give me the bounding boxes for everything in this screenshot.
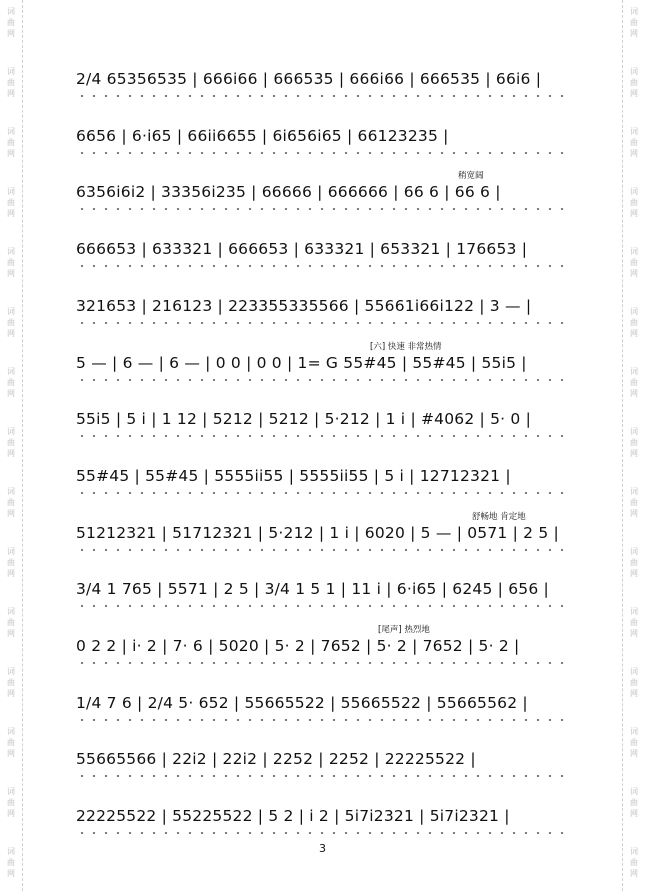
octave-dots: [76, 774, 570, 777]
watermark-mark: 词曲网: [630, 607, 638, 638]
page-number: 3: [319, 842, 326, 855]
octave-dots: [76, 604, 570, 607]
score-line: [76, 797, 570, 837]
notation-line: 55#45 | 55#45 | 5555ii55 | 5555ii55 | 5 i | 12712321 |: [76, 466, 511, 485]
expression-annotation: 舒畅地 肯定地: [472, 511, 526, 522]
watermark-mark: 词曲网: [7, 427, 15, 458]
watermark-mark: 词曲网: [7, 247, 15, 278]
watermark-mark: 词曲网: [7, 727, 15, 758]
watermark-mark: 词曲网: [7, 847, 15, 878]
watermark-mark: 词曲网: [630, 67, 638, 98]
octave-dots: [76, 151, 570, 154]
watermark-mark: 词曲网: [630, 667, 638, 698]
watermark-mark: 词曲网: [7, 547, 15, 578]
score-line: [76, 117, 570, 157]
score-line: [76, 740, 570, 780]
watermark-mark: 词曲网: [630, 847, 638, 878]
score-line: [76, 627, 570, 667]
watermark-mark: 词曲网: [7, 127, 15, 158]
octave-dots: [76, 207, 570, 210]
section-annotation: [六] 快速 非常热情: [370, 341, 442, 352]
watermark-mark: 词曲网: [7, 187, 15, 218]
watermark-mark: 词曲网: [630, 727, 638, 758]
score-line: [76, 400, 570, 440]
tempo-annotation: 稍宽阔: [458, 171, 484, 182]
notation-line: 55665566 | 22i2 | 22i2 | 2252 | 2252 | 22225522 |: [76, 750, 476, 769]
octave-dots: [76, 264, 570, 267]
watermark-mark: 词曲网: [7, 667, 15, 698]
notation-line: 3/4 1 765 | 5571 | 2 5 | 3/4 1 5 1 | 11 i | 6·i65 | 6245 | 656 |: [76, 580, 549, 599]
watermark-mark: 词曲网: [630, 547, 638, 578]
watermark-mark: 词曲网: [630, 127, 638, 158]
watermark-mark: 词曲网: [630, 787, 638, 818]
watermark-mark: 词曲网: [630, 367, 638, 398]
score-line: [76, 344, 570, 384]
score-line: [76, 60, 570, 100]
score-line: [76, 570, 570, 610]
notation-line: 5 — | 6 — | 6 — | 0 0 | 0 0 | 1= G 55#45 | 55#45 | 55i5 |: [76, 353, 527, 372]
watermark-mark: 词曲网: [7, 607, 15, 638]
octave-dots: [76, 831, 570, 834]
notation-line: 55i5 | 5 i | 1 12 | 5212 | 5212 | 5·212 | 1 i | #4062 | 5· 0 |: [76, 410, 532, 429]
watermark-mark: 词曲网: [7, 307, 15, 338]
score-line: [76, 173, 570, 213]
watermark-mark: 词曲网: [630, 307, 638, 338]
octave-dots: [76, 94, 570, 97]
octave-dots: [76, 321, 570, 324]
watermark-mark: 词曲网: [630, 7, 638, 38]
notation-line: 51212321 | 51712321 | 5·212 | 1 i | 6020 | 5 — | 0571 | 2 5 |: [76, 523, 559, 542]
watermark-mark: 词曲网: [630, 487, 638, 518]
octave-dots: [76, 548, 570, 551]
notation-line: 1/4 7 6 | 2/4 5· 652 | 55665522 | 55665522 | 55665562 |: [76, 693, 528, 712]
octave-dots: [76, 434, 570, 437]
octave-dots: [76, 661, 570, 664]
score-line: [76, 684, 570, 724]
watermark-mark: 词曲网: [7, 787, 15, 818]
notation-line: 6656 | 6·i65 | 66ii6655 | 6i656i65 | 66123235 |: [76, 126, 449, 145]
watermark-mark: 词曲网: [630, 427, 638, 458]
watermark-mark: 词曲网: [630, 187, 638, 218]
notation-line: 6356i6i2 | 33356i235 | 66666 | 666666 | 66 6 | 66 6 |: [76, 183, 501, 202]
notation-line: 2/4 65356535 | 666i66 | 666535 | 666i66 | 666535 | 66i6 |: [76, 70, 542, 88]
notation-line: 666653 | 633321 | 666653 | 633321 | 653321 | 176653 |: [76, 240, 528, 259]
octave-dots: [76, 718, 570, 721]
watermark-mark: 词曲网: [630, 247, 638, 278]
score-line: [76, 287, 570, 327]
watermark-mark: 词曲网: [7, 67, 15, 98]
coda-annotation: [尾声] 热烈地: [378, 625, 430, 635]
notation-line: 22225522 | 55225522 | 5 2 | i 2 | 5i7i2321 | 5i7i2321 |: [76, 807, 510, 826]
watermark-mark: 词曲网: [7, 367, 15, 398]
octave-dots: [76, 491, 570, 494]
score-line: [76, 457, 570, 497]
watermark-mark: 词曲网: [7, 7, 15, 38]
score-line: [76, 230, 570, 270]
notation-line: 321653 | 216123 | 223355335566 | 55661i66i122 | 3 — |: [76, 296, 532, 315]
watermark-mark: 词曲网: [7, 487, 15, 518]
notation-line: 0 2 2 | i· 2 | 7· 6 | 5020 | 5· 2 | 7652 | 5· 2 | 7652 | 5· 2 |: [76, 637, 520, 655]
octave-dots: [76, 378, 570, 381]
